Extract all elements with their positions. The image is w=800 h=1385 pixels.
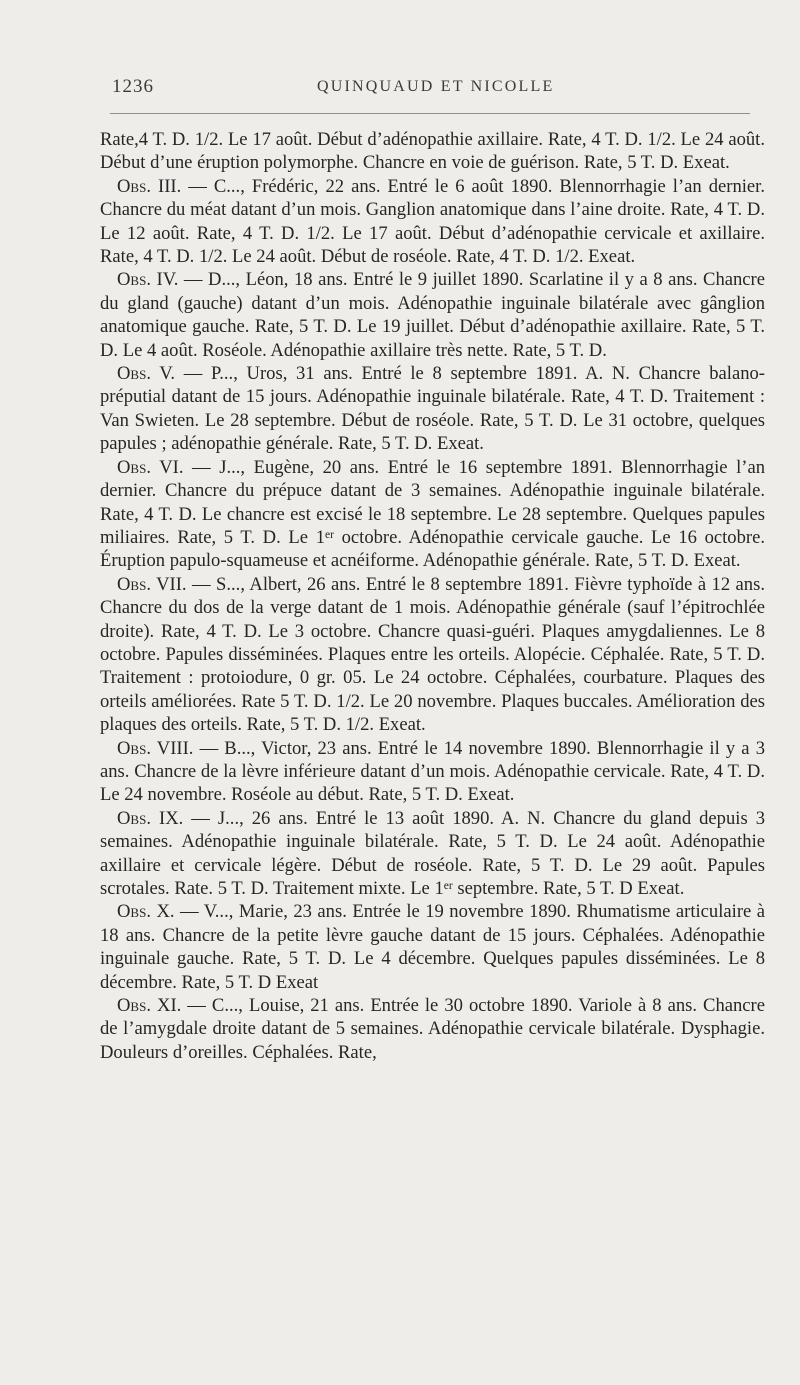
- paragraph-text: Rate,4 T. D. 1/2. Le 17 août. Début d’adénopathie axillaire. Rate, 4 T. D. 1/2. Le 24 août. Début d’une éruption polymorphe. Chancre en voie de guérison. Rate, 5 T. D. Exeat.: [100, 129, 765, 174]
- observation-paragraph: [100, 994, 765, 1064]
- observation-label: Obs.: [117, 269, 151, 291]
- paragraph-text: IX. — J..., 26 ans. Entré le 13 août 1890. A. N. Chancre du gland depuis 3 semaines. Adénopathie inguinale bilatérale. Rate, 5 T. D. Le 24 août. Adénopathie axillaire et cervicale légère. Début de roséole. Rate, 5 T. D. Le 29 août. Papules scrotales. Rate. 5 T. D. Traitement mixte. Le 1: [100, 807, 765, 899]
- observation-paragraph: [100, 900, 765, 994]
- observation-label: Obs.: [117, 901, 151, 923]
- paragraph-text: octobre. Adénopathie cervicale gauche. Le 16 octobre. Éruption papulo-squameuse et acnéiforme. Adénopathie générale. Rate, 5 T. D. Exeat.: [100, 526, 765, 572]
- header-rule: [110, 113, 750, 114]
- observation-label: Obs.: [117, 807, 151, 829]
- observation-label: Obs.: [117, 995, 151, 1017]
- paragraph-text: VII. — S..., Albert, 26 ans. Entré le 8 septembre 1891. Fièvre typhoïde à 12 ans. Chancre du dos de la verge datant de 1 mois. Adénopathie générale (sauf l’épitrochlée droite). Rate, 4 T. D. Le 3 octobre. Chancre quasi-guéri. Plaques amygdaliennes. Le 8 octobre. Papules disséminées. Plaques entre les orteils. Alopécie. Céphalée. Rate, 5 T. D. Traitement : protoiodure, 0 gr. 05. Le 24 octobre. Céphalées, courbature. Plaques des orteils améliorées. Rate 5 T. D. 1/2. Le 20 novembre. Plaques buccales. Amélioration des plaques des orteils. Rate, 5 T. D. 1/2. Exeat.: [100, 573, 765, 736]
- observation-paragraph: [100, 268, 765, 362]
- paragraph-text: VI. — J..., Eugène, 20 ans. Entré le 16 septembre 1891. Blennorrhagie l’an dernier. Chancre du prépuce datant de 3 semaines. Adénopathie inguinale bilatérale. Rate, 4 T. D. Le chancre est excisé le 18 septembre. Le 28 septembre. Quelques papules miliaires. Rate, 5 T. D. Le 1: [100, 456, 765, 548]
- observation-paragraph: [100, 175, 765, 269]
- paragraph-text: VIII. — B..., Victor, 23 ans. Entré le 14 novembre 1890. Blennorrhagie il y a 3 ans. Chancre de la lèvre inférieure datant d’un mois. Adénopathie cervicale. Rate, 4 T. D. Le 24 novembre. Roséole au début. Rate, 5 T. D. Exeat.: [100, 737, 765, 806]
- observation-paragraph: [100, 737, 765, 807]
- body-text: [100, 128, 765, 1064]
- ordinal-superscript: er: [325, 528, 334, 541]
- paragraph-text: III. — C..., Frédéric, 22 ans. Entré le 6 août 1890. Blennorrhagie l’an dernier. Chancre du méat datant d’un mois. Ganglion anatomique dans l’aine droite. Rate, 4 T. D. Le 12 août. Rate, 4 T. D. 1/2. Le 17 août. Début d’adénopathie cervicale et axillaire. Rate, 4 T. D. 1/2. Le 24 août. Début de roséole. Rate, 4 T. D. 1/2. Exeat.: [100, 175, 765, 268]
- observation-paragraph: [100, 807, 765, 901]
- paragraph-text: V. — P..., Uros, 31 ans. Entré le 8 septembre 1891. A. N. Chancre balano-préputial datant de 15 jours. Adénopathie inguinale bilatérale. Rate, 4 T. D. Traitement : Van Swieten. Le 28 septembre. Début de roséole. Rate, 5 T. D. Le 31 octobre, quelques papules ; adénopathie générale. Rate, 5 T. D. Exeat.: [100, 363, 765, 455]
- observation-paragraph: [100, 456, 765, 573]
- observation-paragraph: [100, 573, 765, 737]
- paragraph-text: septembre. Rate, 5 T. D Exeat.: [452, 878, 685, 899]
- observation-label: Obs.: [117, 737, 151, 759]
- page-header: [112, 76, 752, 106]
- observation-paragraph: [100, 362, 765, 456]
- observation-label: Obs.: [117, 363, 151, 385]
- paragraph-continuation: [100, 128, 765, 175]
- observation-label: Obs.: [117, 573, 151, 595]
- paragraph-text: XI. — C..., Louise, 21 ans. Entrée le 30 octobre 1890. Variole à 8 ans. Chancre de l’amygdale droite datant de 5 semaines. Adénopathie cervicale bilatérale. Dysphagie. Douleurs d’oreilles. Céphalées. Rate,: [100, 995, 765, 1063]
- observation-label: Obs.: [117, 175, 151, 197]
- ordinal-superscript: er: [443, 879, 453, 892]
- paragraph-text: IV. — D..., Léon, 18 ans. Entré le 9 juillet 1890. Scarlatine il y a 8 ans. Chancre du gland (gauche) datant d’un mois. Adénopathie inguinale bilatérale avec gânglion anatomique gauche. Rate, 5 T. D. Le 19 juillet. Début d’adénopathie axillaire. Rate, 5 T. D. Le 4 août. Roséole. Adénopathie axillaire très nette. Rate, 5 T. D.: [100, 269, 765, 361]
- page-number: 1236: [112, 76, 154, 97]
- running-head: QUINQUAUD ET NICOLLE: [317, 78, 555, 95]
- paragraph-text: X. — V..., Marie, 23 ans. Entrée le 19 novembre 1890. Rhumatisme articulaire à 18 ans. Chancre de la petite lèvre gauche datant de 15 jours. Céphalées. Adénopathie inguinale gauche. Rate, 5 T. D. Le 4 décembre. Quelques papules disséminées. Le 8 décembre. Rate, 5 T. D Exeat: [100, 901, 765, 993]
- observation-label: Obs.: [117, 456, 151, 478]
